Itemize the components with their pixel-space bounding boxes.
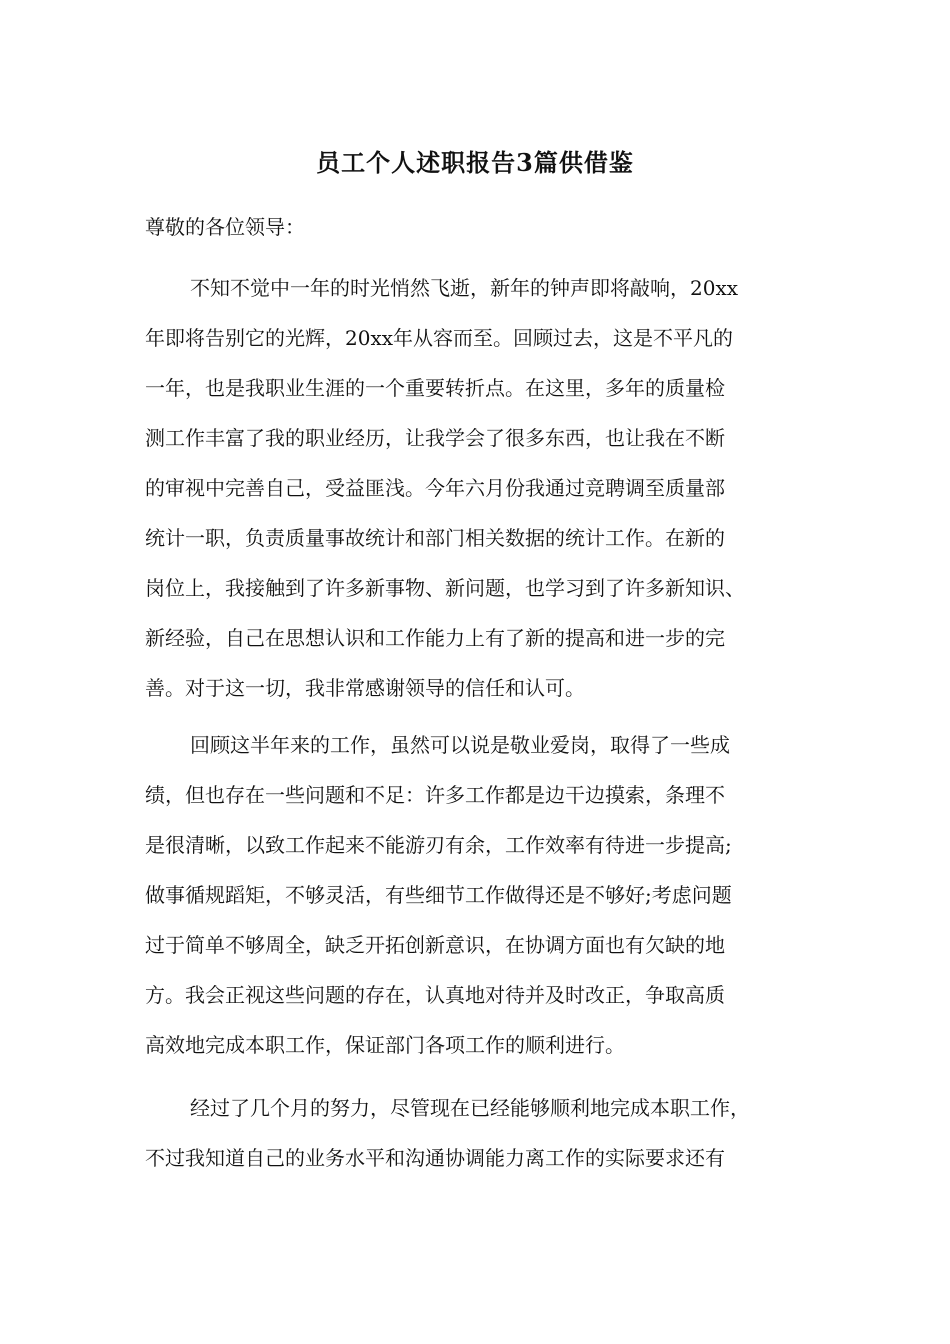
paragraph-line: 一年，也是我职业生涯的一个重要转折点。在这里，多年的质量检 — [145, 376, 725, 400]
paragraph-line: 高效地完成本职工作，保证部门各项工作的顺利进行。 — [145, 1033, 625, 1057]
paragraph-line: 善。对于这一切，我非常感谢领导的信任和认可。 — [145, 676, 585, 700]
paragraph-line: 不知不觉中一年的时光悄然飞逝，新年的钟声即将敲响，20xx — [190, 276, 739, 300]
greeting-line: 尊敬的各位领导： — [145, 215, 305, 239]
paragraph-line: 新经验，自己在思想认识和工作能力上有了新的提高和进一步的完 — [145, 626, 725, 650]
paragraph-line: 岗位上，我接触到了许多新事物、新问题，也学习到了许多新知识、 — [145, 576, 745, 600]
paragraph-1 — [145, 263, 825, 713]
paragraph-line: 不过我知道自己的业务水平和沟通协调能力离工作的实际要求还有 — [145, 1146, 725, 1170]
paragraph-line: 经过了几个月的努力，尽管现在已经能够顺利地完成本职工作， — [190, 1096, 750, 1120]
paragraph-line: 测工作丰富了我的职业经历，让我学会了很多东西，也让我在不断 — [145, 426, 725, 450]
paragraph-line: 统计一职，负责质量事故统计和部门相关数据的统计工作。在新的 — [145, 526, 725, 550]
paragraph-line: 回顾这半年来的工作，虽然可以说是敬业爱岗，取得了一些成 — [190, 733, 730, 757]
paragraph-line: 的审视中完善自己，受益匪浅。今年六月份我通过竞聘调至质量部 — [145, 476, 725, 500]
paragraph-2 — [145, 720, 825, 1070]
paragraph-line: 是很清晰，以致工作起来不能游刃有余，工作效率有待进一步提高; — [145, 833, 732, 857]
paragraph-line: 绩，但也存在一些问题和不足：许多工作都是边干边摸索，条理不 — [145, 783, 725, 807]
paragraph-line: 年即将告别它的光辉，20xx年从容而至。回顾过去，这是不平凡的 — [145, 326, 734, 350]
paragraph-3 — [145, 1083, 825, 1183]
paragraph-line: 做事循规蹈矩，不够灵活，有些细节工作做得还是不够好;考虑问题 — [145, 883, 732, 907]
paragraph-line: 过于简单不够周全，缺乏开拓创新意识，在协调方面也有欠缺的地 — [145, 933, 725, 957]
paragraph-line: 方。我会正视这些问题的存在，认真地对待并及时改正，争取高质 — [145, 983, 725, 1007]
document-title: 员工个人述职报告3篇供借鉴 — [316, 148, 634, 177]
